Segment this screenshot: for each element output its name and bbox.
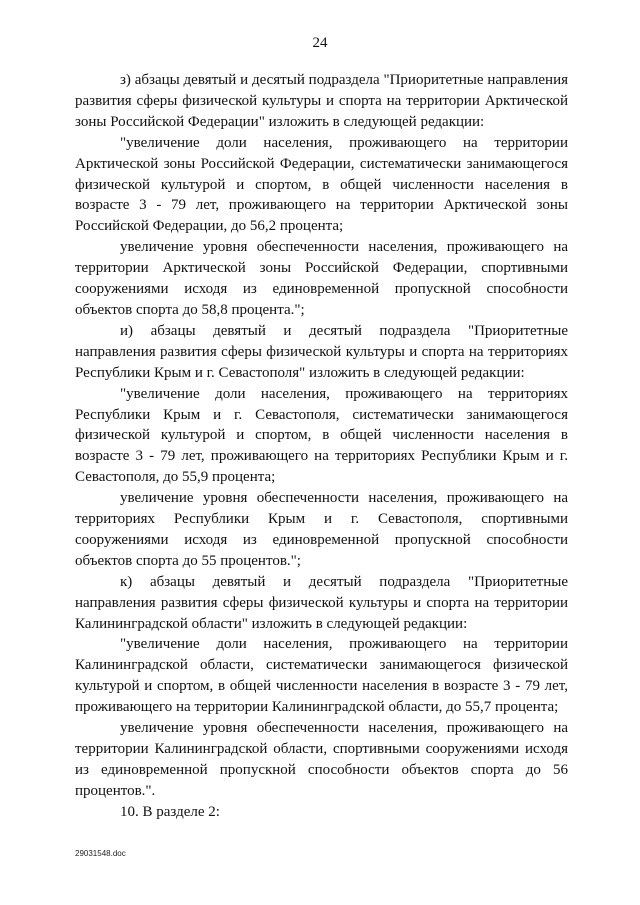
paragraph-section-10: 10. В разделе 2: xyxy=(120,803,220,820)
paragraph-arctic-population-share: "увеличение доли населения, проживающего на территории Арктической зоны Российской Федерации, систематически занимающегося физической культурой и спортом, в общей численности населения в возрасте 3 - 79 лет, проживающего на территории Арктической зоны Российской Федерации, до 56,2 процента; xyxy=(75,134,568,235)
paragraph-crimea-facilities: увеличение уровня обеспеченности населения, проживающего на территориях Республики Крым и г. Севастополя, спортивными сооружениями исходя из единовременной пропускной способности объектов спорта до 55 процентов."; xyxy=(75,490,568,569)
paragraph-crimea-population-share: "увеличение доли населения, проживающего на территориях Республики Крым и г. Севастополя, систематически занимающегося физической культурой и спортом, в общей численности населения в возрасте 3 - 79 лет, проживающего на территориях Республики Крым и г. Севастополя, до 55,9 процента; xyxy=(75,385,568,486)
document-body xyxy=(75,70,568,823)
page-number: 24 xyxy=(312,35,328,51)
paragraph-item-k: к) абзацы девятый и десятый подраздела "Приоритетные направления развития сферы физической культуры и спорта на территории Калининградской области" изложить в следующей редакции: xyxy=(75,573,568,632)
paragraph-kaliningrad-population-share: "увеличение доли населения, проживающего на территории Калининградской области, систематически занимающегося физической культурой и спортом, в общей численности населения в возрасте 3 - 79 лет, проживающего на территории Калининградской области, до 55,7 процента; xyxy=(75,636,568,716)
paragraph-kaliningrad-facilities: увеличение уровня обеспеченности населения, проживающего на территории Калининградской области, спортивными сооружениями исходя из единовременной пропускной способности объектов спорта до 56 процентов.". xyxy=(75,720,568,799)
footer-file-name: 29031548.doc xyxy=(75,849,126,858)
paragraph-arctic-facilities: увеличение уровня обеспеченности населения, проживающего на территории Арктической зоны Российской Федерации, спортивными сооружениями исходя из единовременной пропускной способности объектов спорта до 58,8 процента."; xyxy=(75,239,568,318)
paragraph-item-z: з) абзацы девятый и десятый подраздела "Приоритетные направления развития сферы физической культуры и спорта на территории Арктической зоны Российской Федерации" изложить в следующей редакции: xyxy=(75,72,568,130)
paragraph-item-i: и) абзацы девятый и десятый подраздела "Приоритетные направления развития сферы физической культуры и спорта на территориях Республики Крым и г. Севастополя" изложить в следующей редакции: xyxy=(75,322,568,381)
